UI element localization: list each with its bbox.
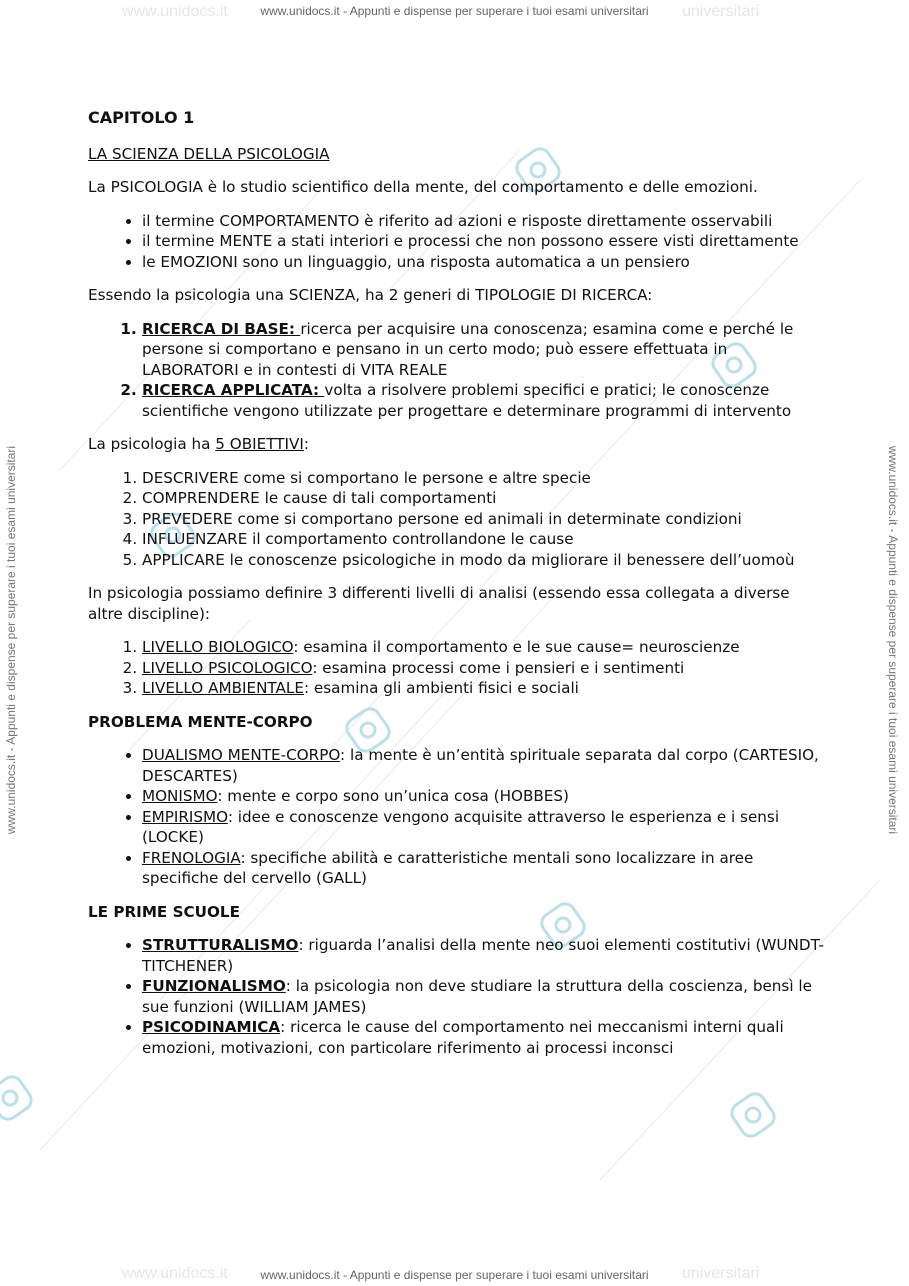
description: volta a risolvere problemi specifici e pratici; le conoscenze scientifiche vengono utilizzate per progettare e determinare programmi di intervento — [142, 381, 792, 420]
section-heading: PROBLEMA MENTE-CORPO — [88, 712, 313, 731]
watermark-ghost-text: universitari — [682, 3, 760, 20]
levels-list — [88, 637, 828, 699]
description: : esamina processi come i pensieri e i sentimenti — [312, 658, 685, 677]
list-item: • il termine MENTE a stati interiori e processi che non possono essere visti direttamente — [142, 231, 828, 252]
list-item: 3. PREVEDERE come si comportano persone ed animali in determinate condizioni — [142, 509, 828, 530]
term: LIVELLO AMBIENTALE — [142, 679, 304, 697]
list-item — [142, 637, 828, 658]
list-item — [142, 678, 828, 699]
list-item — [142, 848, 828, 889]
list-item — [142, 976, 828, 1017]
term: EMPIRISMO — [142, 807, 228, 826]
watermark-header: www.unidocs.it - Appunti e dispense per superare i tuoi esami universitari — [260, 4, 649, 18]
list-item — [142, 745, 828, 786]
description: : ricerca le cause del comportamento nei meccanismi interni quali emozioni, motivazioni, con particolare riferimento ai processi inconsci — [142, 1018, 784, 1057]
description: : specifiche abilità e caratteristiche mentali sono localizzare in aree specifiche del cervello (GALL) — [142, 848, 754, 887]
levels-intro: In psicologia possiamo definire 3 differenti livelli di analisi (essendo essa collegata a diverse altre discipline): — [88, 584, 790, 623]
term: FRENOLOGIA — [142, 848, 241, 867]
watermark-ghost-text: www.unidocs.it — [122, 3, 228, 20]
term: RICERCA APPLICATA: — [142, 381, 325, 399]
description: : la mente è un’entità spirituale separata dal corpo (CARTESIO, DESCARTES) — [142, 746, 819, 785]
list-item — [142, 380, 828, 421]
section-heading: LE PRIME SCUOLE — [88, 902, 240, 921]
description: : la psicologia non deve studiare la struttura della coscienza, bensì le sue funzioni (WILLIAM JAMES) — [142, 977, 812, 1016]
goals-intro-post: : — [303, 435, 309, 453]
list-item — [142, 1017, 828, 1058]
term: STRUTTURALISMO — [142, 936, 299, 954]
goals-intro — [88, 434, 828, 455]
list-item: 1. DESCRIVERE come si comportano le persone e altre specie — [142, 468, 828, 489]
section-subtitle: LA SCIENZA DELLA PSICOLOGIA — [88, 144, 330, 163]
unidocs-logo-icon — [728, 1090, 778, 1140]
goals-intro-term: 5 OBIETTIVI — [215, 435, 304, 453]
term: PSICODINAMICA — [142, 1018, 281, 1036]
description: : esamina gli ambienti fisici e sociali — [303, 679, 579, 697]
research-list — [88, 319, 828, 422]
goals-list — [88, 468, 828, 571]
term: LIVELLO PSICOLOGICO — [142, 658, 313, 677]
list-item: • il termine COMPORTAMENTO è riferito ad azioni e risposte direttamente osservabili — [142, 211, 828, 232]
list-item: 2. COMPRENDERE le cause di tali comportamenti — [142, 488, 828, 509]
goals-intro-pre: La psicologia ha — [88, 435, 216, 453]
watermark-ghost-text: www.unidocs.it — [122, 1265, 228, 1282]
watermark-footer: www.unidocs.it - Appunti e dispense per superare i tuoi esami universitari — [260, 1268, 649, 1282]
description: : idee e conoscenze vengono acquisite attraverso le esperienza e i sensi (LOCKE) — [142, 807, 780, 846]
list-item — [142, 319, 828, 381]
document-body — [88, 108, 828, 1071]
definitions-list — [88, 211, 828, 273]
list-item — [142, 807, 828, 848]
description: ricerca per acquisire una conoscenza; esamina come e perché le persone si comportano e pensano in un certo modo; può essere effettuata in LABORATORI e in contesti di VITA REALE — [142, 319, 794, 379]
watermark-ghost-text: universitari — [682, 1265, 760, 1282]
watermark-side-text: www.unidocs.it - Appunti e dispense per superare i tuoi esami universitari — [4, 445, 18, 835]
term: LIVELLO BIOLOGICO — [142, 638, 294, 656]
term: RICERCA DI BASE: — [142, 319, 301, 338]
watermark-side-text: www.unidocs.it - Appunti e dispense per superare i tuoi esami universitari — [886, 445, 900, 835]
list-item — [142, 658, 828, 679]
mind-body-list — [88, 745, 828, 889]
list-item: 5. APPLICARE le conoscenze psicologiche in modo da migliorare il benessere dell’uomoù — [142, 550, 828, 571]
description: : riguarda l’analisi della mente neo suoi elementi costitutivi (WUNDT- TITCHENER) — [142, 936, 824, 975]
description: : mente e corpo sono un’unica cosa (HOBBES) — [217, 787, 569, 805]
schools-list — [88, 935, 828, 1058]
term: MONISMO — [142, 787, 218, 805]
term: FUNZIONALISMO — [142, 977, 286, 995]
description: : esamina il comportamento e le sue cause= neuroscienze — [293, 638, 740, 656]
term: DUALISMO MENTE-CORPO — [142, 746, 341, 764]
research-intro: Essendo la psicologia una SCIENZA, ha 2 generi di TIPOLOGIE DI RICERCA: — [88, 286, 653, 304]
chapter-title: CAPITOLO 1 — [88, 108, 195, 127]
intro-paragraph: La PSICOLOGIA è lo studio scientifico della mente, del comportamento e delle emozioni. — [88, 178, 758, 196]
list-item — [142, 786, 828, 807]
list-item — [142, 935, 828, 976]
unidocs-logo-icon — [0, 1073, 35, 1123]
list-item: • le EMOZIONI sono un linguaggio, una risposta automatica a un pensiero — [142, 252, 828, 273]
list-item: 4. INFLUENZARE il comportamento controllandone le cause — [142, 529, 828, 550]
